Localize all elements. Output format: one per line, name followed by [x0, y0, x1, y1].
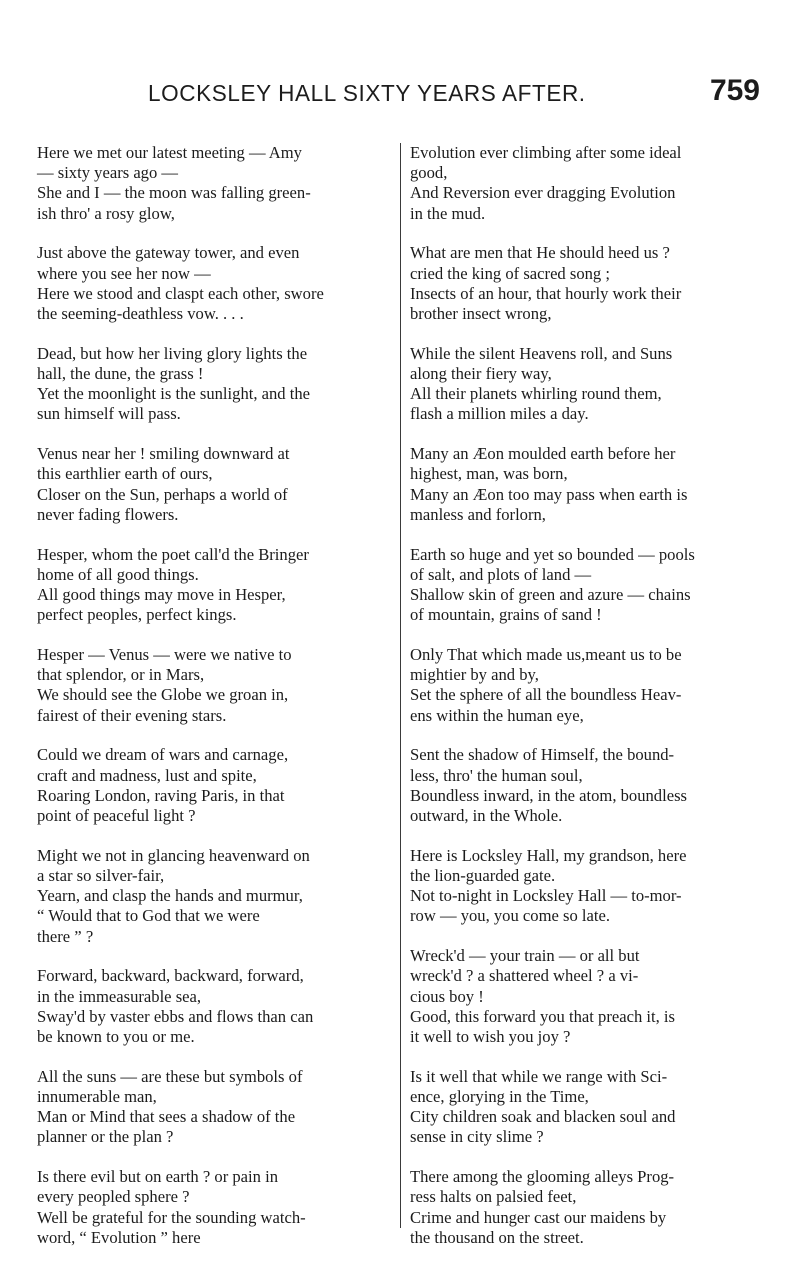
page-header — [148, 74, 760, 114]
verse-line: of salt, and plots of land — — [410, 564, 592, 584]
verse-line: less, thro' the human soul, — [410, 765, 583, 785]
verse-line: Wreck'd — your train — or all but — [410, 946, 640, 966]
stanza — [37, 1167, 395, 1248]
stanza — [410, 645, 755, 726]
verse-line: She and I — the moon was falling green- — [37, 183, 311, 203]
verse-line: What are men that He should heed us ? — [410, 243, 670, 263]
verse-line: home of all good things. — [37, 564, 199, 584]
verse-line: Man or Mind that sees a shadow of the — [37, 1107, 296, 1127]
verse-line: mightier by and by, — [410, 665, 539, 685]
stanza — [410, 1167, 755, 1248]
stanza — [37, 966, 395, 1047]
stanza — [37, 444, 395, 525]
stanza — [37, 1067, 395, 1148]
verse-line: Hesper — Venus — were we native to — [37, 645, 292, 665]
verse-line: Crime and hunger cast our maidens by — [410, 1207, 667, 1227]
verse-line: “ Would that to God that we were — [37, 906, 260, 926]
stanza — [37, 745, 395, 826]
verse-line: Set the sphere of all the boundless Heav- — [410, 685, 682, 705]
verse-line: — sixty years ago — — [37, 163, 179, 183]
verse-line: Yearn, and clasp the hands and murmur, — [37, 886, 303, 906]
verse-line: outward, in the Whole. — [410, 806, 563, 826]
verse-line: cried the king of sacred song ; — [410, 263, 610, 283]
verse-line: along their fiery way, — [410, 364, 552, 384]
verse-line: Could we dream of wars and carnage, — [37, 745, 289, 765]
stanza — [37, 243, 395, 324]
verse-line: be known to you or me. — [37, 1027, 195, 1047]
verse-line: sun himself will pass. — [37, 404, 181, 424]
verse-line: cious boy ! — [410, 986, 484, 1006]
verse-line: Closer on the Sun, perhaps a world of — [37, 484, 288, 504]
verse-line: fairest of their evening stars. — [37, 705, 227, 725]
verse-line: All good things may move in Hesper, — [37, 585, 286, 605]
verse-line: point of peaceful light ? — [37, 806, 196, 826]
verse-line: there ” ? — [37, 926, 94, 946]
verse-line: Well be grateful for the sounding watch- — [37, 1207, 306, 1227]
verse-line: highest, man, was born, — [410, 464, 568, 484]
verse-line: Good, this forward you that preach it, is — [410, 1006, 675, 1026]
verse-line: All their planets whirling round them, — [410, 384, 662, 404]
verse-line: Forward, backward, backward, forward, — [37, 966, 304, 986]
verse-line: Only That which made us,meant us to be — [410, 645, 682, 665]
stanza — [410, 444, 755, 525]
verse-line: where you see her now — — [37, 263, 211, 283]
verse-line: Venus near her ! smiling downward at — [37, 444, 290, 464]
verse-line: of mountain, grains of sand ! — [410, 605, 602, 625]
verse-line: Many an Æon too may pass when earth is — [410, 484, 688, 504]
verse-line: Sway'd by vaster ebbs and flows than can — [37, 1006, 314, 1026]
stanza — [410, 745, 755, 826]
verse-line: Evolution ever climbing after some ideal — [410, 143, 682, 162]
verse-line: Roaring London, raving Paris, in that — [37, 785, 285, 805]
stanza — [410, 846, 755, 927]
verse-line: Shallow skin of green and azure — chains — [410, 585, 691, 605]
verse-line: perfect peoples, perfect kings. — [37, 605, 237, 625]
verse-line: And Reversion ever dragging Evolution — [410, 183, 676, 203]
stanza — [37, 846, 395, 947]
verse-line: it well to wish you joy ? — [410, 1027, 571, 1047]
verse-line: There among the glooming alleys Prog- — [410, 1167, 675, 1187]
stanza — [410, 1067, 755, 1148]
verse-line: While the silent Heavens roll, and Suns — [410, 343, 673, 363]
verse-line: in the immeasurable sea, — [37, 986, 202, 1006]
verse-line: Insects of an hour, that hourly work their — [410, 283, 682, 303]
verse-line: City children soak and blacken soul and — [410, 1107, 676, 1127]
verse-line: good, — [410, 163, 448, 183]
running-head: LOCKSLEY HALL SIXTY YEARS AFTER. — [148, 80, 586, 106]
verse-line: the thousand on the street. — [410, 1227, 584, 1247]
verse-line: Not to-night in Locksley Hall — to-mor- — [410, 886, 682, 906]
verse-line: Here we met our latest meeting — Amy — [37, 143, 302, 162]
verse-line: this earthlier earth of ours, — [37, 464, 213, 484]
verse-line: Is it well that while we range with Sci- — [410, 1066, 668, 1086]
verse-line: Many an Æon moulded earth before her — [410, 444, 676, 464]
verse-line: in the mud. — [410, 203, 486, 223]
verse-line: hall, the dune, the grass ! — [37, 364, 204, 384]
verse-line: All the suns — are these but symbols of — [37, 1066, 303, 1086]
verse-line: a star so silver-fair, — [37, 866, 165, 886]
verse-line: the seeming-deathless vow. . . . — [37, 304, 244, 324]
stanza — [410, 344, 755, 425]
stanza — [37, 143, 395, 224]
verse-line: ish thro' a rosy glow, — [37, 203, 175, 223]
verse-line: every peopled sphere ? — [37, 1187, 190, 1207]
right-column — [410, 143, 755, 1268]
verse-line: the lion-guarded gate. — [410, 866, 556, 886]
verse-line: ens within the human eye, — [410, 705, 584, 725]
verse-line: Sent the shadow of Himself, the bound- — [410, 745, 675, 765]
verse-line: wreck'd ? a shattered wheel ? a vi- — [410, 966, 639, 986]
stanza — [410, 243, 755, 324]
verse-line: Earth so huge and yet so bounded — pools — [410, 544, 695, 564]
stanza — [410, 143, 755, 224]
verse-line: ence, glorying in the Time, — [410, 1087, 589, 1107]
verse-line: Dead, but how her living glory lights the — [37, 343, 308, 363]
verse-line: planner or the plan ? — [37, 1127, 174, 1147]
verse-line: that splendor, or in Mars, — [37, 665, 205, 685]
verse-line: never fading flowers. — [37, 504, 179, 524]
stanza — [37, 344, 395, 425]
verse-line: We should see the Globe we groan in, — [37, 685, 289, 705]
stanza — [410, 545, 755, 626]
stanza — [37, 645, 395, 726]
verse-line: Yet the moonlight is the sunlight, and the — [37, 384, 311, 404]
verse-line: word, “ Evolution ” here — [37, 1227, 201, 1247]
verse-line: Is there evil but on earth ? or pain in — [37, 1167, 278, 1187]
verse-line: Might we not in glancing heavenward on — [37, 845, 310, 865]
left-column — [37, 143, 395, 1268]
verse-line: Here we stood and claspt each other, swore — [37, 283, 324, 303]
page-number: 759 — [709, 74, 760, 107]
verse-line: manless and forlorn, — [410, 504, 546, 524]
verse-line: craft and madness, lust and spite, — [37, 765, 257, 785]
column-divider — [400, 143, 401, 1228]
stanza — [410, 946, 755, 1047]
verse-line: Just above the gateway tower, and even — [37, 243, 300, 263]
verse-line: brother insect wrong, — [410, 304, 552, 324]
verse-line: ress halts on palsied feet, — [410, 1187, 577, 1207]
verse-line: Hesper, whom the poet call'd the Bringer — [37, 544, 309, 564]
verse-line: Boundless inward, in the atom, boundless — [410, 785, 687, 805]
verse-line: innumerable man, — [37, 1087, 157, 1107]
verse-line: flash a million miles a day. — [410, 404, 589, 424]
verse-line: row — you, you come so late. — [410, 906, 611, 926]
stanza — [37, 545, 395, 626]
verse-line: Here is Locksley Hall, my grandson, here — [410, 845, 687, 865]
verse-line: sense in city slime ? — [410, 1127, 544, 1147]
